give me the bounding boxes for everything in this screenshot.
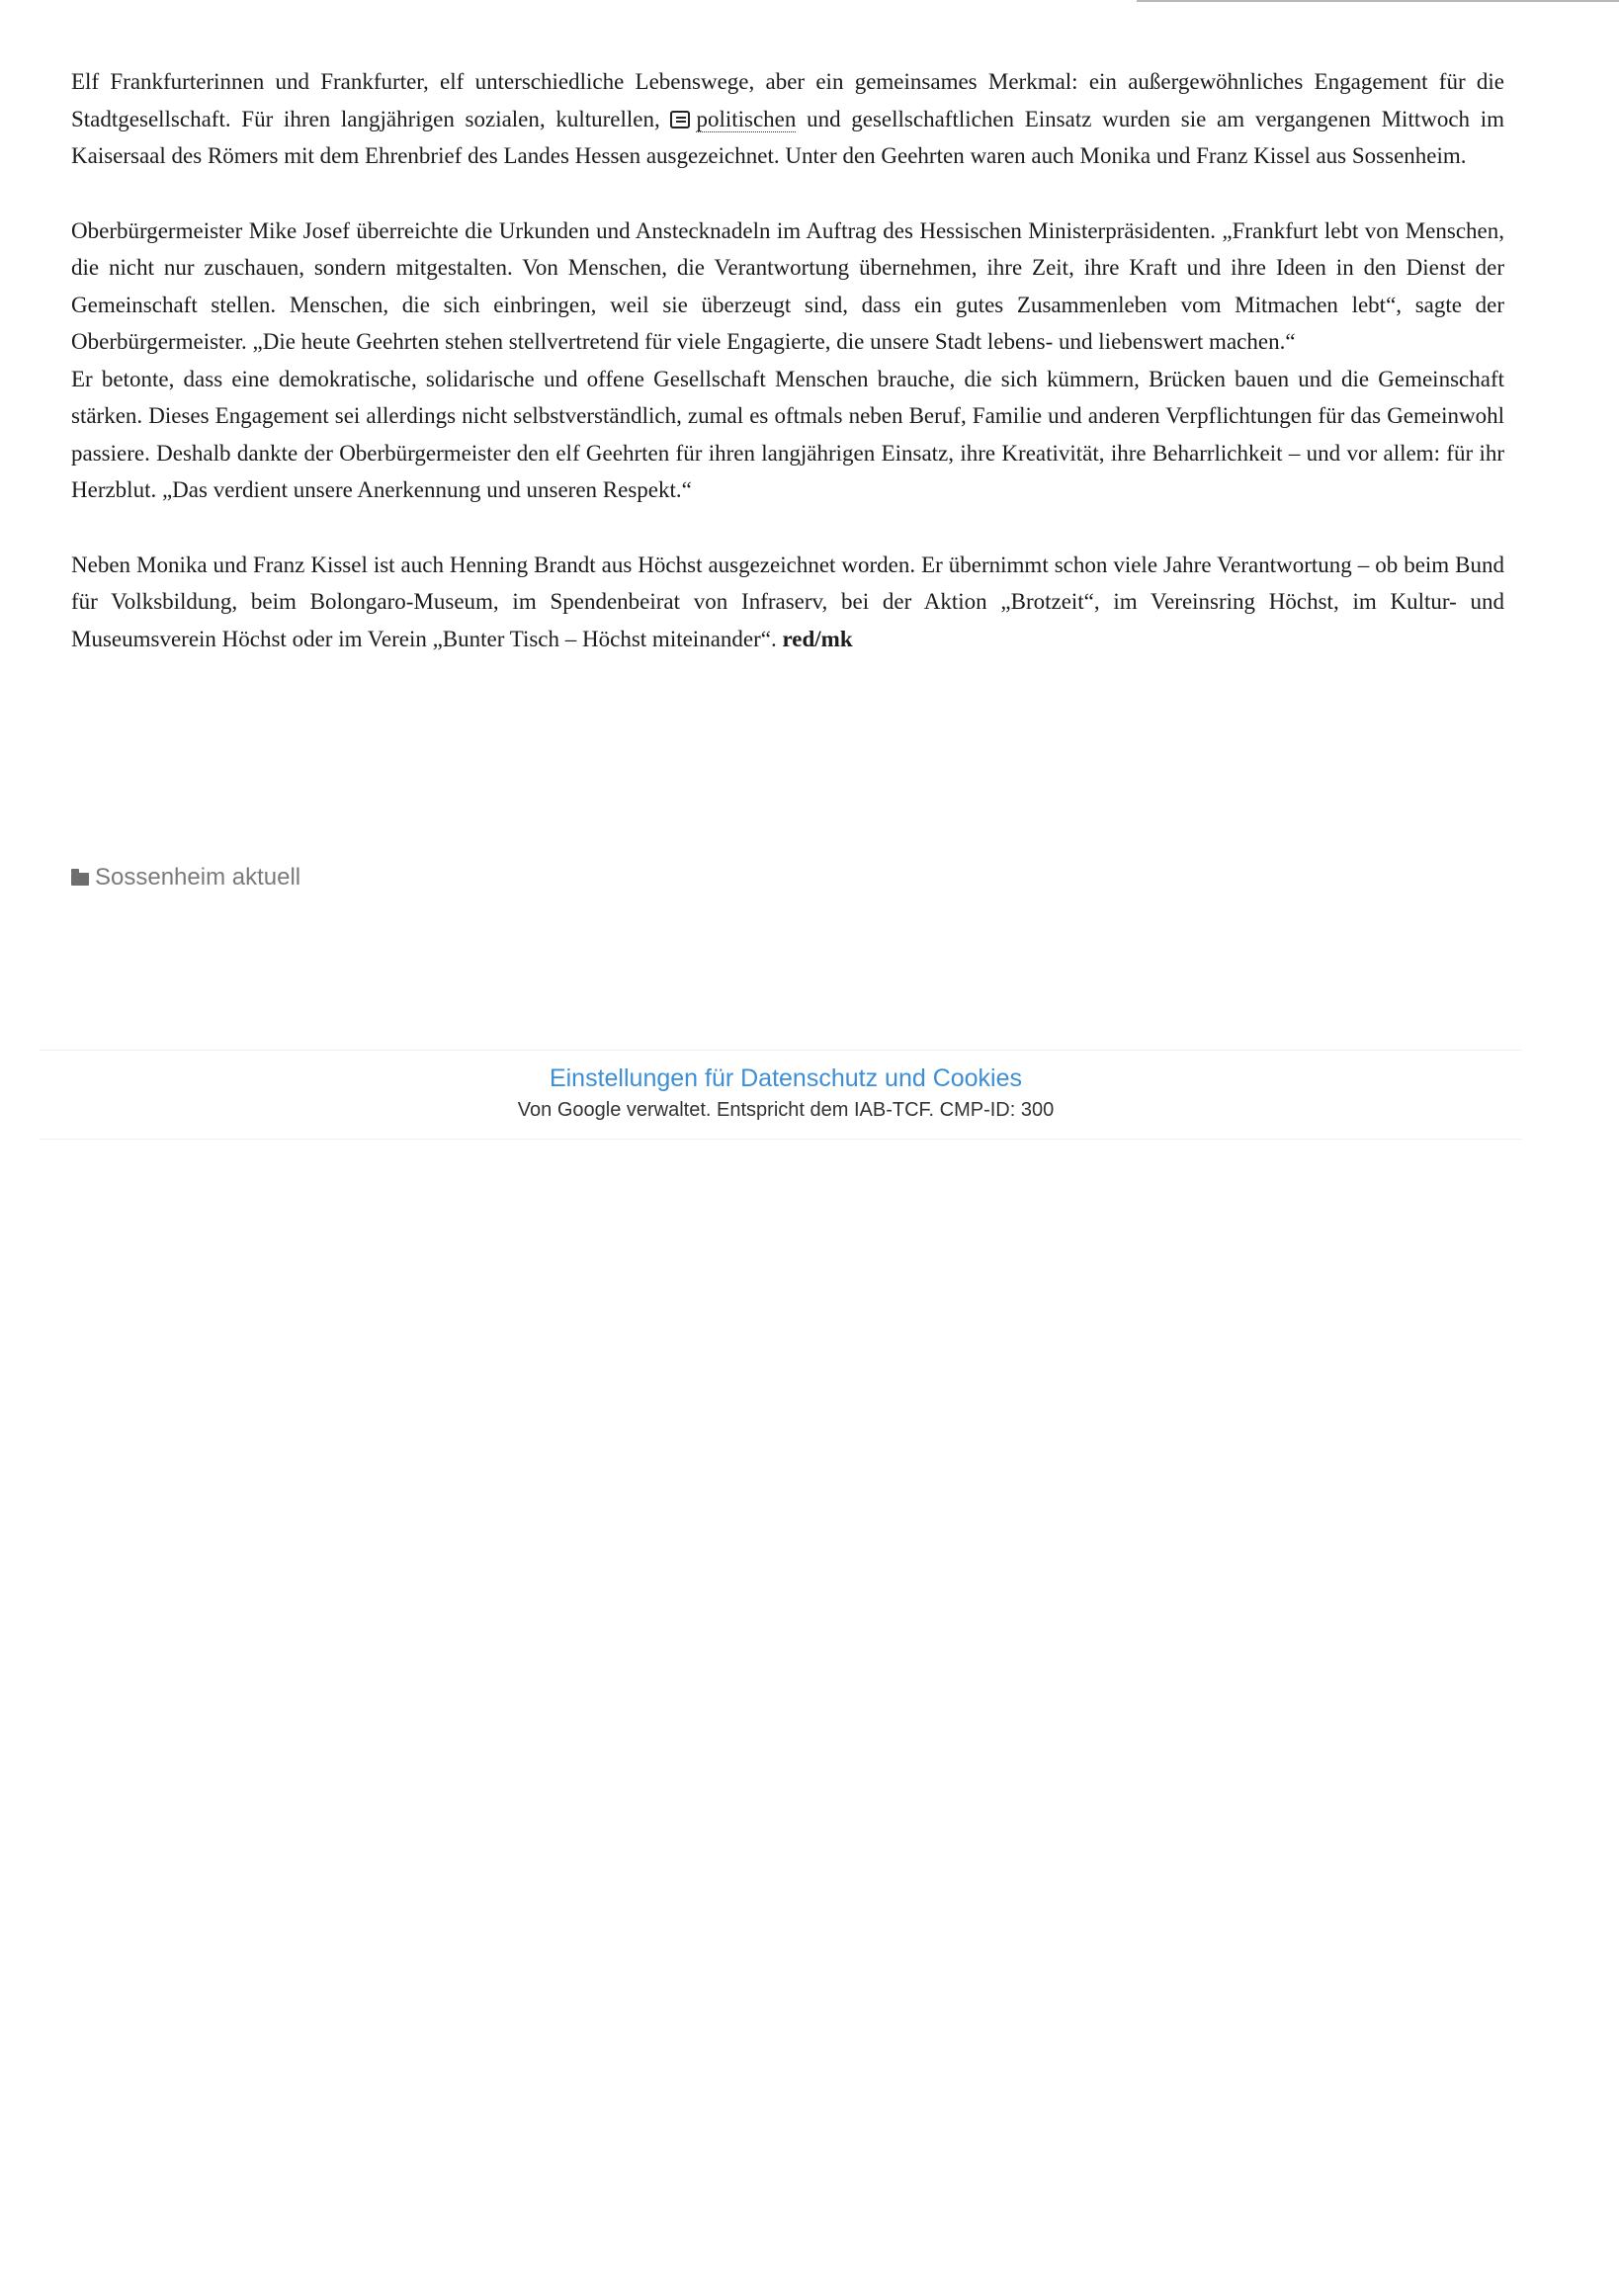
paragraph-henning-brandt-text: Neben Monika und Franz Kissel ist auch Henning Brandt aus Höchst ausgezeichnet worden. Er übernimmt schon viele Jahre Verantwortung – ob beim Bund für Volksbildung, beim Bolongaro-Museum, im Spendenbeirat von Infraserv, bei der Aktion „Brotzeit“, im Vereinsring Höchst, im Kultur- und Museumsverein Höchst oder im Verein „Bunter Tisch – Höchst miteinander“. <box>71 552 1504 651</box>
consent-manager-note: Von Google verwaltet. Entspricht dem IAB-TCF. CMP-ID: 300 <box>517 1099 1055 1121</box>
category-label[interactable]: Sossenheim aktuell <box>95 864 301 891</box>
privacy-cookie-settings-link[interactable]: Einstellungen für Datenschutz und Cookies <box>549 1064 1023 1092</box>
paragraph-intro <box>71 63 1504 175</box>
category-link[interactable] <box>71 864 300 892</box>
scan-top-edge <box>1137 0 1619 2</box>
article-body <box>71 63 1504 657</box>
paragraph-mayor-quote: Oberbürgermeister Mike Josef überreichte die Urkunden und Anstecknadeln im Auftrag des Hessischen Ministerpräsidenten. „Frankfurt lebt von Menschen, die nicht nur zuschauen, sondern mitgestalten. Von Menschen, die Verantwortung übernehmen, ihre Zeit, ihre Kraft und ihre Ideen in den Dienst der Gemeinschaft stellen. Menschen, die sich einbringen, weil sie überzeugt sind, dass ein gutes Zusammenleben vom Mitmachen lebt“, sagte der Oberbürgermeister. „Die heute Geehrten stehen stellvertretend für viele Engagierte, die unsere Stadt lebens- und liebenswert machen.“ <box>71 217 1504 354</box>
politischen-link[interactable]: politischen <box>696 106 797 131</box>
footer-divider-bottom <box>40 1139 1522 1140</box>
folder-icon <box>71 873 89 886</box>
author-signature: red/mk <box>782 626 853 651</box>
paragraph-henning-brandt <box>71 547 1504 658</box>
consent-footer <box>0 1062 1572 1125</box>
article-link-icon[interactable] <box>670 111 690 128</box>
paragraph-intro-text-start: Elf Frankfurterinnen und Frankfurter, elf unterschiedliche Lebenswege, aber ein gemeinsames Merkmal: ein außergewöhnliches Engagement für die Stadtgesellschaft. Für ihren langjährigen sozialen, kulturellen, <box>71 69 1504 131</box>
paragraph-intro-text-end: und gesellschaftlichen Einsatz wurden sie am vergangenen Mittwoch im Kaisersaal des Römers mit dem Ehrenbrief des Landes Hessen ausgezeichnet. Unter den Geehrten waren auch Monika und Franz Kissel aus Sossenheim. <box>71 106 1505 168</box>
footer-divider-top <box>40 1050 1522 1051</box>
paragraph-mayor-thanks: Er betonte, dass eine demokratische, solidarische und offene Gesellschaft Menschen brauche, die sich kümmern, Brücken bauen und die Gemeinschaft stärken. Dieses Engagement sei allerdings nicht selbstverständlich, zumal es oftmals neben Beruf, Familie und anderen Verpflichtungen für das Gemeinwohl passiere. Deshalb dankte der Oberbürgermeister den elf Geehrten für ihren langjährigen Einsatz, ihre Kreativität, ihre Beharrlichkeit – und vor allem: für ihr Herzblut. „Das verdient unsere Anerkennung und unseren Respekt.“ <box>71 366 1504 502</box>
